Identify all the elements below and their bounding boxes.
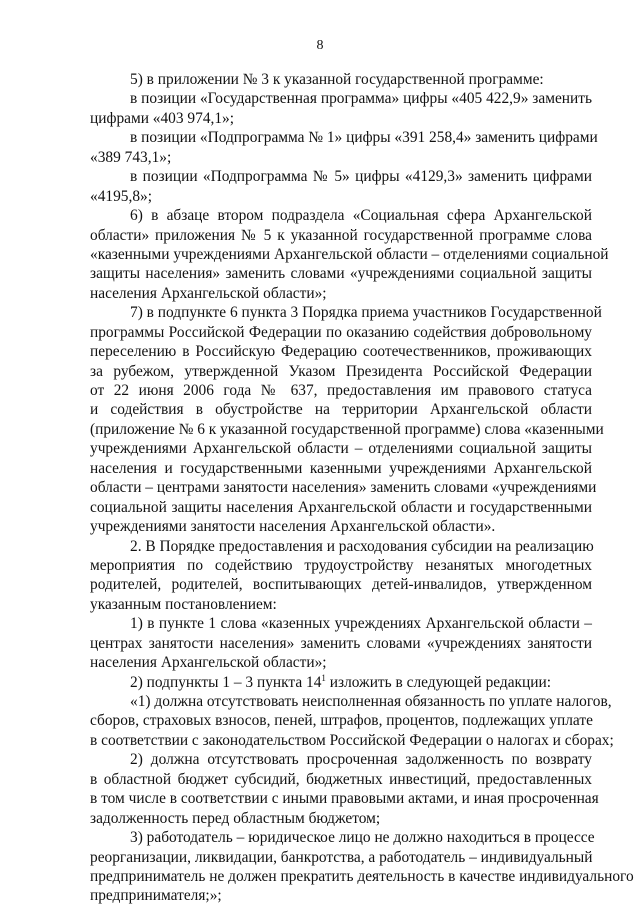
text-line bbox=[90, 109, 592, 128]
text-line-content: цифрами «403 974,1»; bbox=[90, 109, 235, 127]
text-line-content: в позиции «Государственная программа» цифры «405 422,9» заменить bbox=[130, 90, 592, 108]
text-line bbox=[90, 245, 609, 264]
text-line bbox=[90, 284, 592, 303]
text-line-content: мероприятия по содействию трудоустройству незанятых многодетных bbox=[90, 556, 592, 574]
text-line-content: переселению в Российскую Федерацию соотечественников, проживающих bbox=[90, 343, 592, 361]
text-line-content: центрах занятости населения» заменить словами «учреждениях занятости bbox=[90, 634, 592, 652]
text-line bbox=[90, 167, 592, 186]
text-line bbox=[90, 848, 592, 867]
text-line bbox=[90, 828, 595, 847]
text-line bbox=[90, 264, 592, 283]
text-line bbox=[90, 789, 599, 808]
superscript: 1 bbox=[321, 672, 326, 683]
text-line bbox=[90, 886, 592, 905]
text-line-content: в позиции «Подпрограмма № 1» цифры «391 258,4» заменить цифрами bbox=[130, 129, 598, 147]
text-line-content: родителей, родителей, воспитывающих детей-инвалидов, утвержденном bbox=[90, 576, 592, 594]
text-line-content: указанным постановлением: bbox=[90, 595, 277, 613]
text-line-continuation: изложить в следующей редакции: bbox=[325, 673, 552, 691]
text-line bbox=[90, 673, 592, 692]
text-line-content: «4195,8»; bbox=[90, 187, 152, 205]
text-line-content: социальной защиты населения Архангельской области и государственными bbox=[90, 498, 592, 516]
text-line bbox=[90, 420, 604, 439]
text-line-content: 2) подпункты 1 – 3 пункта 14 bbox=[130, 673, 322, 691]
text-line bbox=[90, 867, 634, 886]
text-line bbox=[90, 400, 592, 419]
text-line-content: от 22 июня 2006 года № 637, предоставления им правового статуса bbox=[90, 382, 592, 399]
text-line-content: области» приложения № 5 к указанной государственной программе слова bbox=[90, 226, 592, 244]
text-line-content: 5) в приложении № 3 к указанной государственной программе: bbox=[130, 71, 544, 88]
text-line bbox=[90, 187, 592, 206]
text-line-content: и содействия в обустройстве на территории Архангельской области bbox=[90, 401, 592, 419]
text-line-content: задолженность перед областным бюджетом; bbox=[90, 809, 381, 827]
text-line-content: 6) в абзаце втором подраздела «Социальная сфера Архангельской bbox=[130, 207, 592, 225]
text-line bbox=[90, 595, 592, 614]
text-line-content: учреждениями Архангельской области – отделениями социальной защиты bbox=[90, 440, 592, 458]
text-line-content: сборов, страховых взносов, пеней, штрафов, процентов, подлежащих уплате bbox=[90, 712, 593, 730]
text-line bbox=[90, 537, 592, 556]
page-number: 8 bbox=[316, 38, 324, 53]
text-line bbox=[90, 89, 592, 108]
text-line-content: населения Архангельской области»; bbox=[90, 654, 327, 672]
text-line-content: 1) в пункте 1 слова «казенных учреждениях Архангельской области – bbox=[130, 615, 592, 633]
text-line-content: предпринимателя;»; bbox=[90, 887, 222, 905]
text-line bbox=[90, 148, 592, 167]
text-line-content: защиты населения» заменить словами «учреждениями социальной защиты bbox=[90, 265, 592, 283]
text-line-content: в том числе в соответствии с иными правовыми актами, и иная просроченная bbox=[90, 790, 599, 808]
text-line bbox=[90, 303, 602, 322]
text-line bbox=[90, 206, 592, 225]
text-line bbox=[90, 459, 592, 478]
text-line-content: за рубежом, утвержденной Указом Президента Российской Федерации bbox=[90, 362, 592, 380]
text-line-content: в областной бюджет субсидий, бюджетных инвестиций, предоставленных bbox=[90, 770, 592, 788]
text-line bbox=[90, 711, 592, 730]
text-line bbox=[90, 556, 592, 575]
text-line bbox=[90, 478, 597, 497]
document-body bbox=[90, 70, 634, 906]
text-line bbox=[90, 498, 592, 517]
text-line bbox=[90, 439, 592, 458]
text-line-content: 2. В Порядке предоставления и расходования субсидии на реализацию bbox=[130, 537, 594, 555]
text-line-content: программы Российской Федерации по оказанию содействия добровольному bbox=[90, 323, 592, 341]
text-line-content: «казенными учреждениями Архангельской области – отделениями социальной bbox=[90, 245, 609, 263]
text-line-content: 2) должна отсутствовать просроченная задолженность по возврату bbox=[130, 751, 592, 769]
text-line bbox=[90, 517, 592, 536]
text-line bbox=[90, 342, 592, 361]
text-line-content: (приложение № 6 к указанной государственной программе) слова «казенными bbox=[90, 420, 604, 438]
text-line bbox=[90, 128, 598, 147]
text-line bbox=[90, 614, 592, 633]
text-line-content: населения Архангельской области»; bbox=[90, 284, 327, 302]
text-line bbox=[90, 70, 592, 89]
text-line bbox=[90, 809, 592, 828]
text-line-content: предприниматель не должен прекратить деятельность в качестве индивидуального bbox=[90, 867, 634, 885]
text-line-content: «389 743,1»; bbox=[90, 148, 172, 166]
text-line-content: «1) должна отсутствовать неисполненная обязанность по уплате налогов, bbox=[130, 693, 612, 710]
text-line-content: 7) в подпункте 6 пункта 3 Порядка приема участников Государственной bbox=[130, 304, 602, 322]
text-line-content: области – центрами занятости населения» заменить словами «учреждениями bbox=[90, 479, 597, 497]
text-line-content: в позиции «Подпрограмма № 5» цифры «4129,3» заменить цифрами bbox=[130, 168, 592, 186]
text-line-content: 3) работодатель – юридическое лицо не должно находиться в процессе bbox=[130, 829, 595, 847]
text-line bbox=[90, 381, 592, 400]
text-line-content: реорганизации, ликвидации, банкротства, а работодатель – индивидуальный bbox=[90, 848, 593, 866]
text-line-content: в соответствии с законодательством Российской Федерации о налогах и сборах; bbox=[90, 731, 614, 749]
text-line bbox=[90, 634, 592, 653]
text-line bbox=[90, 770, 592, 789]
text-line bbox=[90, 362, 592, 381]
text-line bbox=[90, 226, 592, 245]
text-line-content: учреждениями занятости населения Архангельской области». bbox=[90, 518, 496, 536]
text-line bbox=[90, 692, 612, 711]
text-line-content: населения и государственными казенными учреждениями Архангельской bbox=[90, 459, 592, 477]
text-line bbox=[90, 653, 592, 672]
text-line bbox=[90, 750, 592, 769]
text-line bbox=[90, 323, 592, 342]
text-line bbox=[90, 731, 614, 750]
text-line bbox=[90, 575, 592, 594]
